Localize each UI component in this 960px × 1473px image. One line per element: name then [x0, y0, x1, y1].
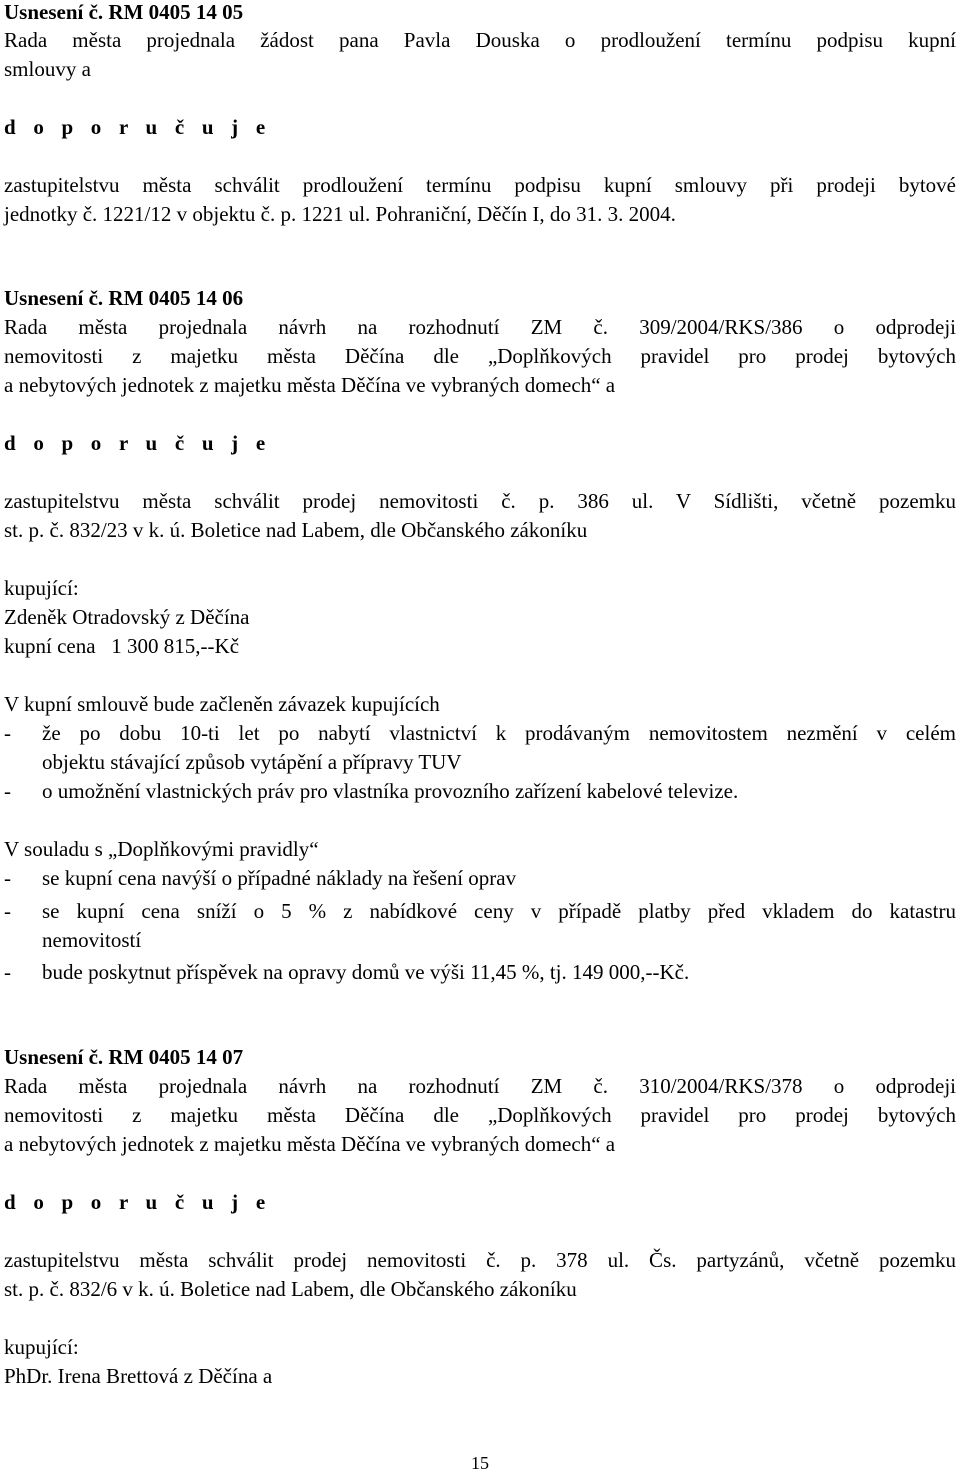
resolution-body-line: zastupitelstvu města schválit prodej nemovitosti č. p. 378 ul. Čs. partyzánů, včetně pozemku: [4, 1248, 956, 1272]
list-dash: -: [4, 899, 11, 923]
rule-line: se kupní cena navýší o případné náklady na řešení oprav: [42, 866, 517, 890]
recommend-label: d o p o r u č u j e: [4, 431, 272, 455]
buyer-label: kupující:: [4, 576, 79, 600]
list-dash: -: [4, 960, 11, 984]
resolution-intro-line: smlouvy a: [4, 57, 91, 81]
recommend-label: d o p o r u č u j e: [4, 115, 272, 139]
recommend-label: d o p o r u č u j e: [4, 1190, 272, 1214]
resolution-intro-line: a nebytových jednotek z majetku města Děčína ve vybraných domech“ a: [4, 1132, 616, 1156]
resolution-intro-line: nemovitosti z majetku města Děčína dle „Doplňkových pravidel pro prodej bytových: [4, 1103, 956, 1127]
resolution-heading: Usnesení č. RM 0405 14 07: [4, 1045, 244, 1069]
obligation-line: že po dobu 10-ti let po nabytí vlastnictví k prodávaným nemovitostem nezmění v celém: [42, 721, 956, 745]
list-dash: -: [4, 866, 11, 890]
resolution-intro-line: Rada města projednala návrh na rozhodnutí ZM č. 310/2004/RKS/378 o odprodeji: [4, 1074, 956, 1098]
obligation-line: objektu stávající způsob vytápění a přípravy TUV: [42, 750, 462, 774]
resolution-heading: Usnesení č. RM 0405 14 05: [4, 0, 244, 24]
resolution-body-line: jednotky č. 1221/12 v objektu č. p. 1221 ul. Pohraniční, Děčín I, do 31. 3. 2004.: [4, 202, 676, 226]
resolution-body-line: zastupitelstvu města schválit prodej nemovitosti č. p. 386 ul. V Sídlišti, včetně pozemku: [4, 489, 956, 513]
resolution-intro-line: Rada města projednala návrh na rozhodnutí ZM č. 309/2004/RKS/386 o odprodeji: [4, 315, 956, 339]
obligation-heading: V kupní smlouvě bude začleněn závazek kupujících: [4, 692, 440, 716]
rule-line: se kupní cena sníží o 5 % z nabídkové ceny v případě platby před vkladem do katastru: [42, 899, 956, 923]
list-dash: -: [4, 779, 11, 803]
resolution-heading: Usnesení č. RM 0405 14 06: [4, 286, 244, 310]
list-dash: -: [4, 721, 11, 745]
resolution-body-line: st. p. č. 832/23 v k. ú. Boletice nad Labem, dle Občanského zákoníku: [4, 518, 588, 542]
buyer-name: Zdeněk Otradovský z Děčína: [4, 605, 250, 629]
purchase-price: kupní cena 1 300 815,--Kč: [4, 634, 240, 658]
resolution-body-line: zastupitelstvu města schválit prodloužení termínu podpisu kupní smlouvy při prodeji bytové: [4, 173, 956, 197]
resolution-body-line: st. p. č. 832/6 v k. ú. Boletice nad Labem, dle Občanského zákoníku: [4, 1277, 577, 1301]
buyer-name: PhDr. Irena Brettová z Děčína a: [4, 1364, 273, 1388]
resolution-intro-line: Rada města projednala žádost pana Pavla Douska o prodloužení termínu podpisu kupní: [4, 28, 956, 52]
page-number: 15: [471, 1453, 489, 1473]
resolution-intro-line: nemovitosti z majetku města Děčína dle „Doplňkových pravidel pro prodej bytových: [4, 344, 956, 368]
rules-heading: V souladu s „Doplňkovými pravidly“: [4, 837, 319, 861]
rule-line: bude poskytnut příspěvek na opravy domů ve výši 11,45 %, tj. 149 000,--Kč.: [42, 960, 690, 984]
buyer-label: kupující:: [4, 1335, 79, 1359]
obligation-line: o umožnění vlastnických práv pro vlastníka provozního zařízení kabelové televize.: [42, 779, 739, 803]
resolution-intro-line: a nebytových jednotek z majetku města Děčína ve vybraných domech“ a: [4, 373, 616, 397]
rule-line: nemovitostí: [42, 928, 142, 952]
